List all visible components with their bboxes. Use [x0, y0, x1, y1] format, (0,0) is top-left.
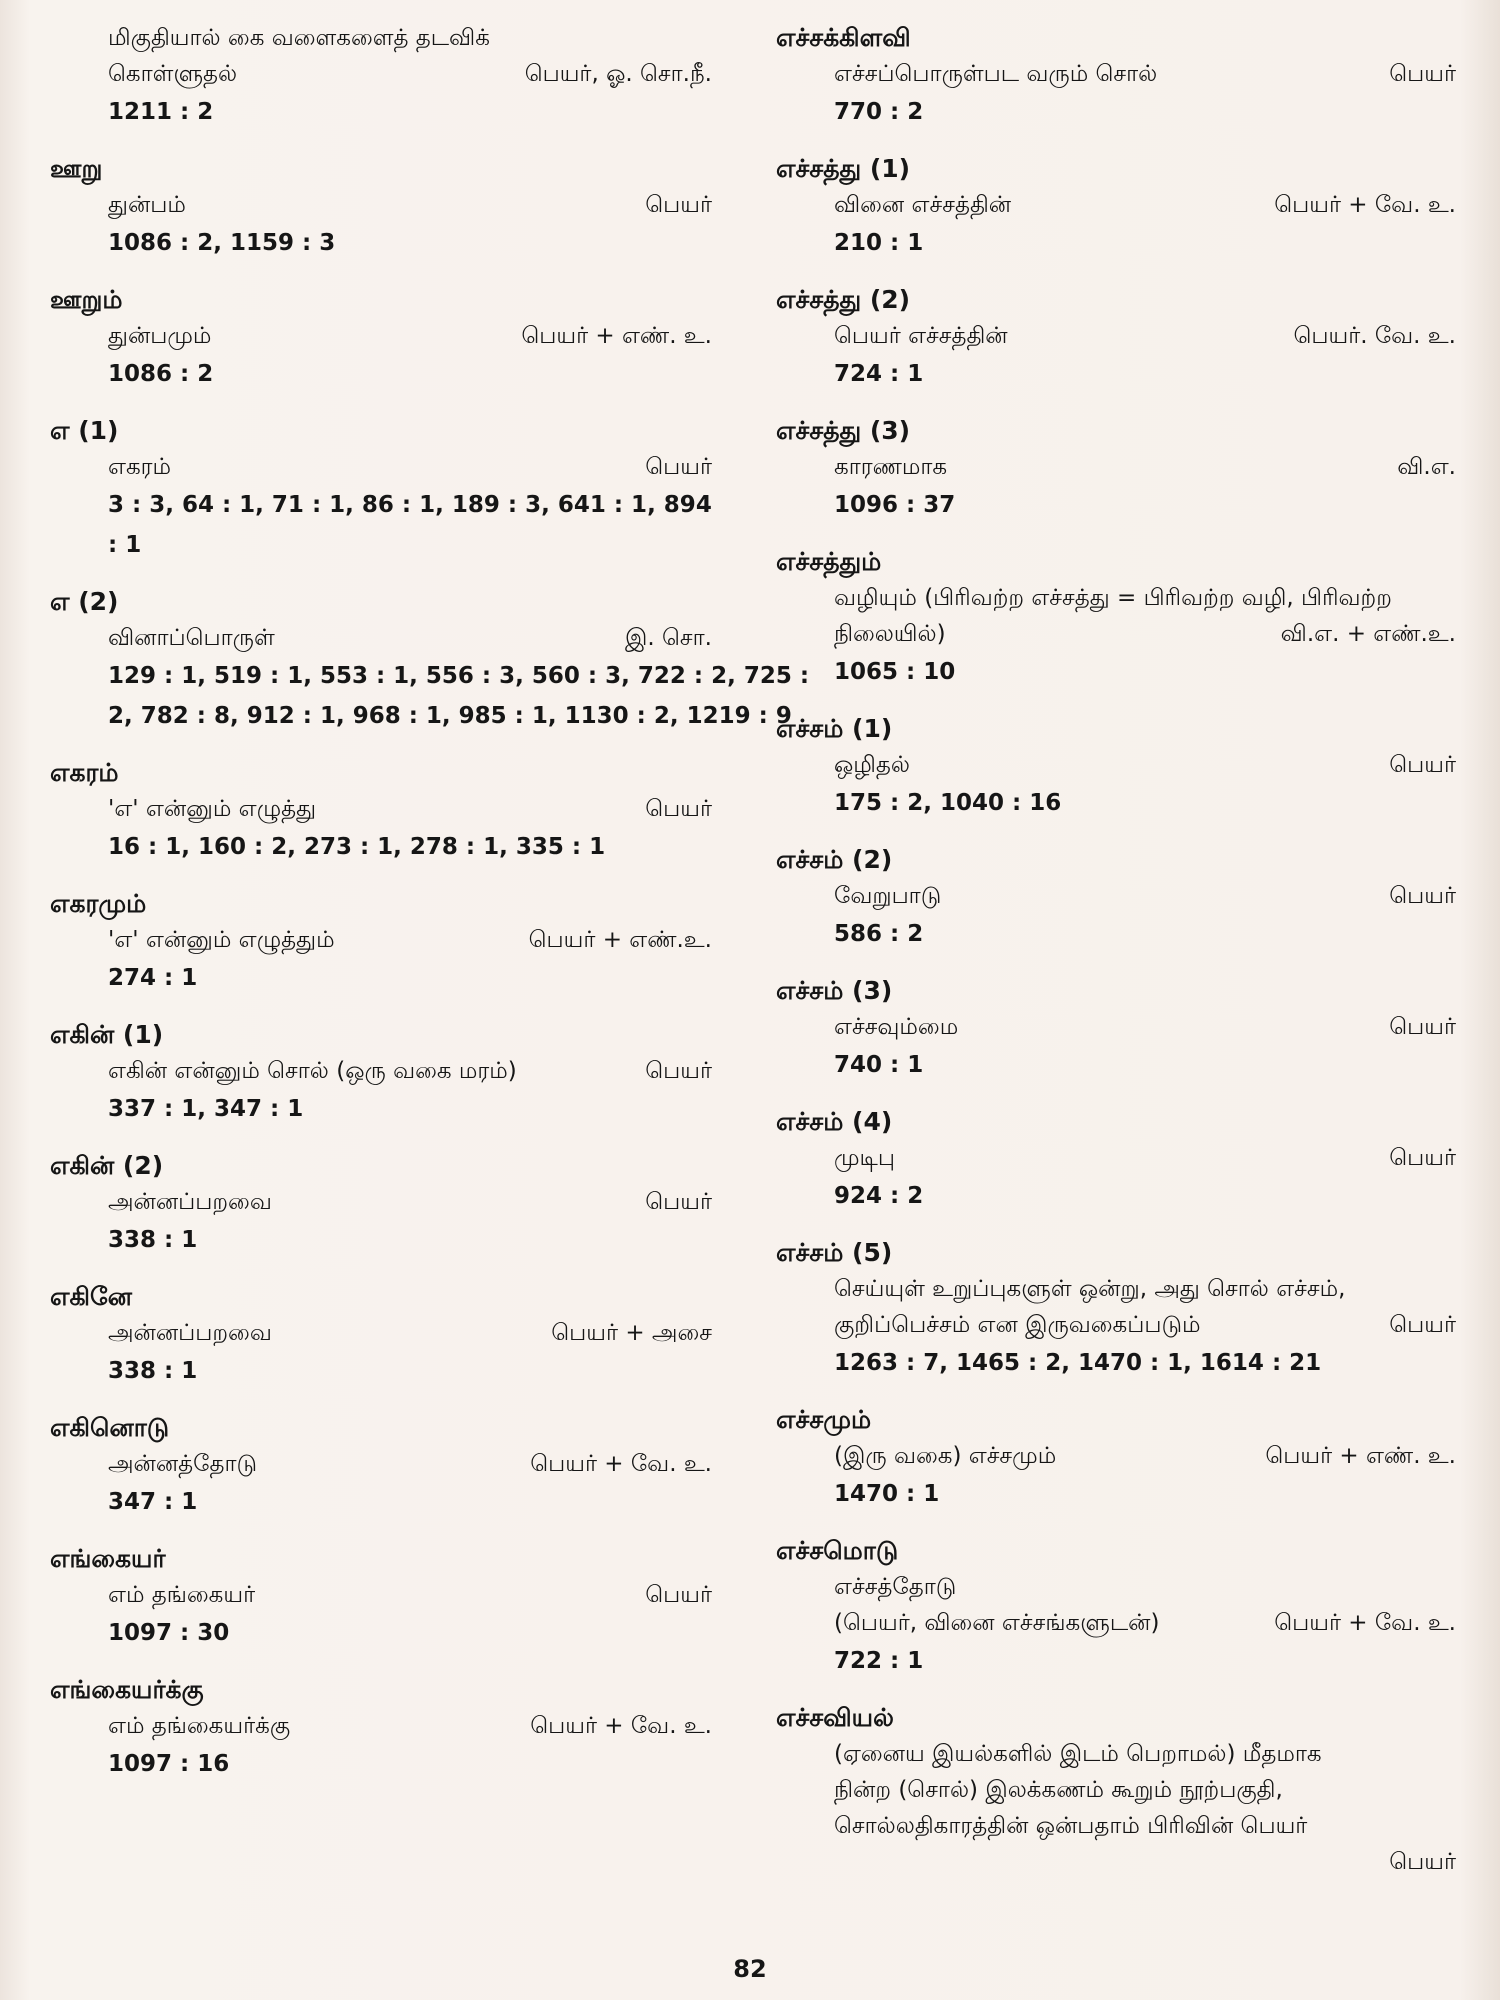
- definition-line: [834, 616, 1456, 652]
- reference-numbers: 770 : 2: [834, 99, 924, 125]
- reference-numbers: 586 : 2: [834, 921, 924, 947]
- grammar-label: பெயர் + எண். உ.: [1265, 1443, 1456, 1469]
- definition-text: மிகுதியால் கை வளைகளைத் தடவிக்: [108, 25, 490, 51]
- dictionary-entry: [50, 1279, 712, 1391]
- definition-line: [108, 56, 712, 92]
- reference-numbers: 1096 : 37: [834, 492, 956, 518]
- definition-line: [108, 187, 712, 223]
- dictionary-entry: [50, 1672, 712, 1784]
- dictionary-entry: [776, 711, 1456, 823]
- headword: எகின் (1): [50, 1020, 164, 1049]
- definition-text: நிலையில்): [834, 621, 946, 647]
- grammar-label: பெயர் + அசை: [551, 1320, 712, 1346]
- reference-numbers: 337 : 1, 347 : 1: [108, 1096, 304, 1122]
- definition-text: எகரம்: [108, 454, 172, 480]
- definition-line: [108, 20, 712, 56]
- reference-numbers: 210 : 1: [834, 230, 924, 256]
- dictionary-entry: [50, 413, 712, 565]
- dictionary-entry: [776, 1402, 1456, 1514]
- headword: எச்சம் (1): [776, 714, 893, 743]
- definition-line: [834, 580, 1456, 616]
- dictionary-entry: [776, 282, 1456, 394]
- reference-numbers: 1086 : 2, 1159 : 3: [108, 230, 336, 256]
- dictionary-entry: [50, 1410, 712, 1522]
- grammar-label: பெயர் + எண். உ.: [521, 323, 712, 349]
- definition-text: எச்சத்தோடு: [834, 1574, 957, 1600]
- dictionary-entry: [50, 1541, 712, 1653]
- definition-text: வினை எச்சத்தின்: [834, 192, 1012, 218]
- definition-text: பெயர் எச்சத்தின்: [834, 323, 1008, 349]
- definition-text: எம் தங்கையர்: [108, 1582, 256, 1608]
- headword: எங்கையர்க்கு: [50, 1675, 204, 1704]
- definition-line: [834, 1009, 1456, 1045]
- reference-numbers: 924 : 2: [834, 1183, 924, 1209]
- grammar-label: பெயர் + வே. உ.: [1274, 1610, 1456, 1636]
- dictionary-entry: [50, 1017, 712, 1129]
- definition-text: எச்சவும்மை: [834, 1014, 959, 1040]
- page-number: 82: [733, 1955, 767, 1983]
- headword: எச்சம் (3): [776, 976, 893, 1005]
- grammar-label: பெயர் + எண்.உ.: [528, 927, 712, 953]
- reference-numbers: 1065 : 10: [834, 659, 956, 685]
- headword: எச்சத்து (3): [776, 416, 911, 445]
- reference-numbers: 338 : 1: [108, 1358, 198, 1384]
- dictionary-entry: [50, 282, 712, 394]
- definition-line: [108, 1184, 712, 1220]
- dictionary-entry: [776, 151, 1456, 263]
- definition-text: செய்யுள் உறுப்புகளுள் ஒன்று, அது சொல் எச்சம்,: [834, 1276, 1346, 1302]
- headword: எகினொடு: [50, 1413, 170, 1442]
- grammar-label: பெயர்: [645, 454, 712, 480]
- dictionary-entry: [50, 755, 712, 867]
- headword: எச்சமொடு: [776, 1536, 899, 1565]
- reference-numbers: 740 : 1: [834, 1052, 924, 1078]
- headword: எங்கையர்: [50, 1544, 166, 1573]
- headword: எச்சம் (2): [776, 845, 893, 874]
- definition-line: [834, 1808, 1456, 1844]
- definition-text: (ஏனைய இயல்களில் இடம் பெறாமல்) மீதமாக: [834, 1741, 1322, 1767]
- grammar-label: பெயர் + வே. உ.: [530, 1713, 712, 1739]
- definition-line: [834, 1140, 1456, 1176]
- definition-line: [108, 1577, 712, 1613]
- reference-numbers: 1097 : 16: [108, 1751, 230, 1777]
- definition-line: [834, 1569, 1456, 1605]
- reference-numbers: 1211 : 2: [108, 99, 214, 125]
- dictionary-entry: [50, 886, 712, 998]
- dictionary-entry: [776, 1533, 1456, 1681]
- reference-numbers: [108, 656, 810, 736]
- grammar-label: இ. சொ.: [625, 625, 712, 651]
- reference-numbers: 1470 : 1: [834, 1481, 940, 1507]
- reference-numbers: 1086 : 2: [108, 361, 214, 387]
- headword: ஊறும்: [50, 285, 123, 314]
- dictionary-entry: [776, 1700, 1456, 1880]
- definition-line: [834, 449, 1456, 485]
- definition-text: வேறுபாடு: [834, 883, 942, 909]
- definition-text: முடிபு: [834, 1145, 895, 1171]
- headword: எச்சத்து (2): [776, 285, 911, 314]
- definition-line: [108, 1053, 712, 1089]
- dictionary-entry: [50, 1148, 712, 1260]
- grammar-label: பெயர்: [645, 192, 712, 218]
- definition-text: (பெயர், வினை எச்சங்களுடன்): [834, 1610, 1160, 1636]
- headword: எச்சமும்: [776, 1405, 872, 1434]
- reference-numbers: 1263 : 7, 1465 : 2, 1470 : 1, 1614 : 21: [834, 1350, 1322, 1376]
- dictionary-entry: [776, 1235, 1456, 1383]
- reference-numbers: 338 : 1: [108, 1227, 198, 1253]
- headword: எ (2): [50, 587, 119, 616]
- definition-text: வழியும் (பிரிவற்ற எச்சத்து = பிரிவற்ற வழி, பிரிவற்ற: [834, 585, 1392, 611]
- grammar-label: வி.எ. + எண்.உ.: [1280, 621, 1456, 647]
- headword: எ (1): [50, 416, 119, 445]
- definition-line: [834, 187, 1456, 223]
- dictionary-entry: [50, 584, 810, 736]
- definition-text: எம் தங்கையர்க்கு: [108, 1713, 291, 1739]
- reference-numbers: 724 : 1: [834, 361, 924, 387]
- definition-line: [834, 318, 1456, 354]
- grammar-label: பெயர்: [1389, 1849, 1456, 1875]
- grammar-label: பெயர்: [645, 1058, 712, 1084]
- definition-line: [108, 922, 712, 958]
- definition-line: [834, 1271, 1456, 1307]
- reference-numbers: 274 : 1: [108, 965, 198, 991]
- grammar-label: பெயர்: [645, 1189, 712, 1215]
- definition-text: 'எ' என்னும் எழுத்து: [108, 796, 317, 822]
- headword: எச்சவியல்: [776, 1703, 894, 1732]
- reference-numbers: 175 : 2, 1040 : 16: [834, 790, 1062, 816]
- reference-line: 129 : 1, 519 : 1, 553 : 1, 556 : 3, 560 : 3, 722 : 2, 725 :: [108, 663, 810, 689]
- definition-line: [108, 791, 712, 827]
- definition-line: [834, 1307, 1456, 1343]
- left-column: [50, 20, 810, 1803]
- definition-text: எகின் என்னும் சொல் (ஒரு வகை மரம்): [108, 1058, 517, 1084]
- definition-text: சொல்லதிகாரத்தின் ஒன்பதாம் பிரிவின் பெயர்: [834, 1813, 1308, 1839]
- reference-line: 2, 782 : 8, 912 : 1, 968 : 1, 985 : 1, 1130 : 2, 1219 : 9: [108, 703, 792, 729]
- grammar-label: பெயர்: [1389, 61, 1456, 87]
- dictionary-entry: [776, 1104, 1456, 1216]
- definition-line: [834, 1772, 1456, 1808]
- definition-line: [108, 449, 712, 485]
- definition-text: ஒழிதல்: [834, 752, 910, 778]
- headword: எச்சம் (5): [776, 1238, 893, 1267]
- dictionary-entry: [776, 20, 1456, 132]
- definition-line: [108, 1708, 712, 1744]
- headword: எகரமும்: [50, 889, 147, 918]
- headword: எகின் (2): [50, 1151, 164, 1180]
- headword: ஊறு: [50, 154, 103, 183]
- headword: எச்சக்கிளவி: [776, 23, 911, 52]
- definition-line: [834, 56, 1456, 92]
- definition-text: அன்னப்பறவை: [108, 1320, 272, 1346]
- definition-text: துன்பமும்: [108, 323, 212, 349]
- grammar-label: பெயர். வே. உ.: [1293, 323, 1456, 349]
- definition-text: வினாப்பொருள்: [108, 625, 275, 651]
- grammar-label: பெயர்: [645, 796, 712, 822]
- right-column: [776, 20, 1456, 1899]
- grammar-label: பெயர்: [1389, 1312, 1456, 1338]
- grammar-label: பெயர்: [1389, 883, 1456, 909]
- headword: எகினே: [50, 1282, 132, 1311]
- definition-line: [834, 1605, 1456, 1641]
- definition-line: [834, 878, 1456, 914]
- grammar-label: பெயர்: [1389, 752, 1456, 778]
- grammar-label: வி.எ.: [1397, 454, 1456, 480]
- reference-numbers: 347 : 1: [108, 1489, 198, 1515]
- dictionary-entry: [776, 973, 1456, 1085]
- dictionary-entry: [776, 842, 1456, 954]
- definition-text: குறிப்பெச்சம் என இருவகைப்படும்: [834, 1312, 1201, 1338]
- headword: எச்சத்து (1): [776, 154, 911, 183]
- definition-line: [834, 1736, 1456, 1772]
- definition-text: கொள்ளுதல்: [108, 61, 238, 87]
- definition-text: காரணமாக: [834, 454, 948, 480]
- dictionary-entry: [776, 413, 1456, 525]
- headword: எச்சத்தும்: [776, 547, 882, 576]
- grammar-label: பெயர் + வே. உ.: [530, 1451, 712, 1477]
- reference-numbers: 16 : 1, 160 : 2, 273 : 1, 278 : 1, 335 : 1: [108, 834, 606, 860]
- reference-numbers: 3 : 3, 64 : 1, 71 : 1, 86 : 1, 189 : 3, 641 : 1, 894 : 1: [108, 492, 712, 558]
- grammar-label: பெயர் + வே. உ.: [1274, 192, 1456, 218]
- dictionary-entry: [50, 20, 712, 132]
- definition-line: [834, 1844, 1456, 1880]
- definition-line: [108, 1446, 712, 1482]
- reference-numbers: 722 : 1: [834, 1648, 924, 1674]
- definition-line: [834, 747, 1456, 783]
- definition-line: [108, 620, 712, 656]
- definition-text: (இரு வகை) எச்சமும்: [834, 1443, 1057, 1469]
- definition-line: [108, 1315, 712, 1351]
- definition-text: 'எ' என்னும் எழுத்தும்: [108, 927, 335, 953]
- definition-line: [108, 318, 712, 354]
- headword: எச்சம் (4): [776, 1107, 893, 1136]
- grammar-label: பெயர்: [1389, 1145, 1456, 1171]
- definition-text: அன்னத்தோடு: [108, 1451, 258, 1477]
- headword: எகரம்: [50, 758, 119, 787]
- definition-text: எச்சப்பொருள்பட வரும் சொல்: [834, 61, 1158, 87]
- grammar-label: பெயர்: [1389, 1014, 1456, 1040]
- dictionary-entry: [776, 544, 1456, 692]
- definition-text: அன்னப்பறவை: [108, 1189, 272, 1215]
- grammar-label: பெயர்: [645, 1582, 712, 1608]
- definition-text: துன்பம்: [108, 192, 186, 218]
- reference-numbers: 1097 : 30: [108, 1620, 230, 1646]
- definition-text: நின்ற (சொல்) இலக்கணம் கூறும் நூற்பகுதி,: [834, 1777, 1283, 1803]
- dictionary-entry: [50, 151, 712, 263]
- grammar-label: பெயர், ஓ. சொ.நீ.: [524, 61, 712, 87]
- definition-line: [834, 1438, 1456, 1474]
